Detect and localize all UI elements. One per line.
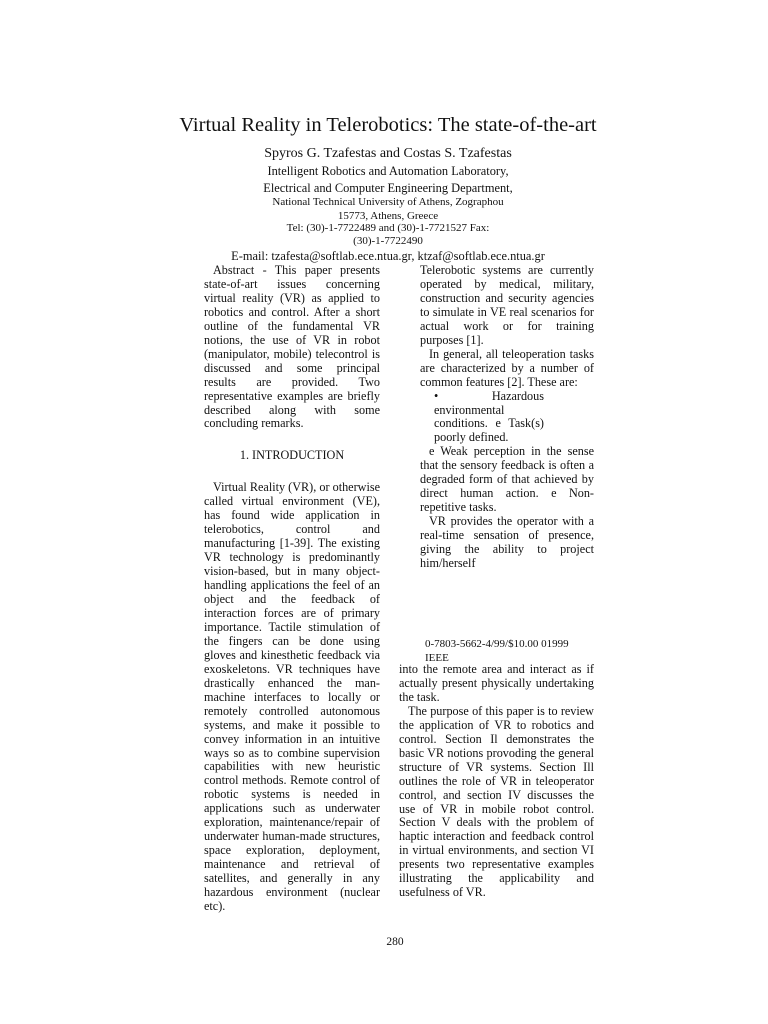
bullet-hazardous: • Hazardous environmental conditions. e Task(s) poorly defined. xyxy=(434,388,544,445)
intro-paragraph: Virtual Reality (VR), or otherwise called virtual environment (VE), has found wide application in telerobotics, control and manufacturing [1-39]. The existing VR technology is predominantly vision-based, but in many object-handling applications the feel of an object and the feedback of interaction forces are of primary importance. Tactile stimulation of the fingers can be done using gloves and kinesthetic feedback via exoskeletons. VR techniques have drastically enhanced the man-machine interfaces to locally or remotely controlled autonomous systems, and make it possible to convey information in an intuitive ways so as to combine supervision capabilities with new heuristic control methods. Remote control of robotic systems is needed in applications such as underwater exploration, maintenance/repair of underwater human-made structures, space exploration, deployment, maintenance and retrieval of satellites, and generally in any hazardous environment (nuclear etc). xyxy=(204,480,380,913)
section-heading-introduction: 1. INTRODUCTION xyxy=(239,448,345,463)
affiliation-line-2: Electrical and Computer Engineering Department, xyxy=(263,181,513,195)
telephone-line-2: (30)-1-7722490 xyxy=(353,235,423,247)
paragraph-teleoperation: In general, all teleoperation tasks are characterized by a number of common features [2]. These are: xyxy=(420,346,594,389)
page-number: 280 xyxy=(386,936,404,948)
paragraph-weak-perception: e Weak perception in the sense that the sensory feedback is often a degraded form of that achieved by direct human action. e Non-repetitive tasks. xyxy=(420,444,594,515)
paragraph-remote-area: into the remote area and interact as if actually present physically undertaking the task. xyxy=(399,662,594,704)
authors: Spyros G. Tzafestas and Costas S. Tzafestas xyxy=(264,146,512,161)
right-column-top xyxy=(420,264,594,571)
paragraph-vr-provides: VR provides the operator with a real-time sensation of presence, giving the ability to project him/herself xyxy=(420,514,594,571)
paragraph-telerobotic: Telerobotic systems are currently operated by medical, military, construction and security agencies to simulate in VE real scenarios for actual work or for training purposes [1]. xyxy=(420,263,594,347)
affiliation-line-3: National Technical University of Athens, Zographou xyxy=(272,196,504,208)
left-column xyxy=(204,264,380,914)
paragraph-purpose: The purpose of this paper is to review the application of VR to robotics and control. Section Il demonstrates the basic VR notions provoding the general structure of VR systems. Section Ill outlines the role of VR in teleoperator control, and section IV discusses the use of VR in mobile robot control. Section V deals with the problem of haptic interaction and feedback control in virtual environments, and section VI presents two representative examples illustrating the applicability and usefulness of VR. xyxy=(399,703,594,900)
paper-title: Virtual Reality in Telerobotics: The state-of-the-art xyxy=(179,114,597,136)
affiliation-line-4: 15773, Athens, Greece xyxy=(337,210,439,222)
telephone-line-1: Tel: (30)-1-7722489 and (30)-1-7721527 Fax: xyxy=(286,222,490,234)
affiliation-line-1: Intelligent Robotics and Automation Laboratory, xyxy=(267,164,509,178)
abstract: Abstract - This paper presents state-of-art issues concerning virtual reality (VR) as applied to robotics and control. After a short outline of the fundamental VR notions, the use of VR in robot (manipulator, mobile) telecontrol is discussed and some principal results are provided. Two representative examples are briefly described along with some concluding remarks. xyxy=(204,263,380,431)
email-line: E-mail: tzafesta@softlab.ece.ntua.gr, ktzaf@softlab.ece.ntua.gr xyxy=(231,249,545,263)
right-column-bottom xyxy=(399,663,594,900)
copyright-notice: 0-7803-5662-4/99/$10.00 01999 IEEE xyxy=(425,638,569,664)
